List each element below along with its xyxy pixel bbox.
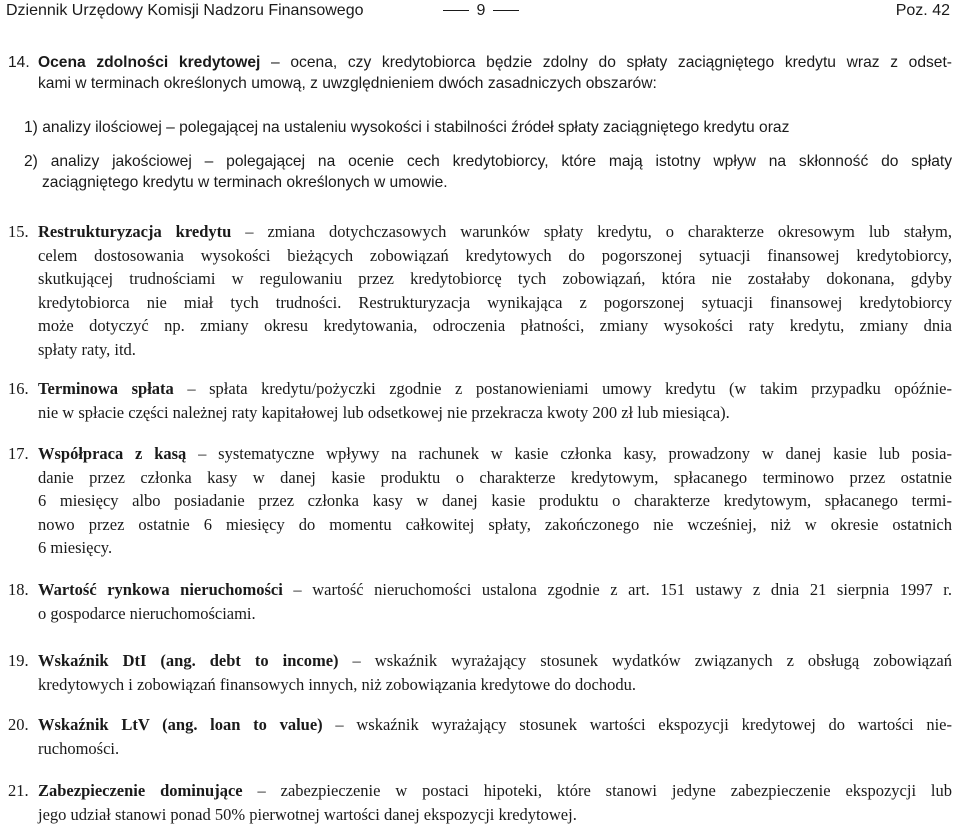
- definition-term: Wskaźnik LtV (ang. loan to value): [38, 715, 323, 734]
- definition-16-line-1: [8, 377, 952, 401]
- definition-20-line-2: ruchomości.: [38, 738, 120, 758]
- sub-2-line-1: 2) analizy jakościowej – polegającej na ocenie cech kredytobiorcy, które mają istotny wpływ na skłonność do spłaty: [24, 153, 952, 170]
- definition-16-line-2: nie w spłacie części należnej raty kapitałowej lub odsetkowej nie przekracza kwoty 200 zł lub miesiąca).: [38, 402, 730, 422]
- definition-number: 17.: [8, 444, 29, 463]
- sub-2-line-2: zaciągniętego kredytu w terminach określonych w umowie.: [42, 174, 448, 191]
- page-number: [426, 0, 536, 22]
- definition-18: [8, 578, 952, 625]
- definition-14-sub-2: [24, 151, 952, 193]
- definition-21-line-1: [8, 779, 952, 803]
- definition-19: [8, 649, 952, 696]
- definition-text: – spłata kredytu/pożyczki zgodnie z postanowieniami umowy kredytu (w takim przypadku opóźnie-: [187, 379, 953, 398]
- running-header: [6, 0, 956, 26]
- definition-21-line-2: jego udział stanowi ponad 50% pierwotnej wartości danej ekspozycji kredytowej.: [38, 804, 577, 824]
- definition-text: – zmiana dotychczasowych warunków spłaty kredytu, o charakterze okresowym lub stałym,: [245, 222, 952, 241]
- definition-text: – zabezpieczenie w postaci hipoteki, które stanowi jedyne zabezpieczenie ekspozycji lub: [257, 781, 953, 800]
- definition-15-line-2: celem dostosowania wysokości bieżących zobowiązań kredytowych do pogorszonej sytuacji finansowej kredytobiorcy,: [38, 245, 952, 265]
- definition-number: 19.: [8, 651, 29, 670]
- definition-21: [8, 779, 952, 826]
- definition-19-line-2: kredytowych i zobowiązań finansowych innych, niż zobowiązania kredytowe do dochodu.: [38, 674, 636, 694]
- definition-17-line-5: 6 miesięcy.: [38, 538, 113, 557]
- definition-20: [8, 713, 952, 760]
- dash-right: [493, 10, 519, 11]
- definition-17-line-2: danie przez członka kasy w danej kasie produktu o charakterze kredytowym, spłacanego terminowo przez ostatnie: [38, 467, 952, 487]
- definition-number: 20.: [8, 715, 29, 734]
- page-number-value: 9: [476, 2, 486, 19]
- journal-title: Dziennik Urzędowy Komisji Nadzoru Finansowego: [6, 2, 364, 19]
- definition-17-line-3: 6 miesięcy albo posiadanie przez członka kasy w danej kasie produktu o charakterze kredytowym, spłacanego termi-: [38, 491, 952, 510]
- definition-number: 21.: [8, 781, 29, 800]
- definition-14-line-2: kami w terminach określonych umową, z uwzględnieniem dwóch zasadniczych obszarów:: [38, 75, 657, 92]
- definition-15-line-4: kredytobiorca nie miał tych trudności. Restrukturyzacja wynikająca z pogorszonej sytuacji finansowej kredytobiorcy: [38, 292, 952, 312]
- definition-19-line-1: [8, 649, 952, 673]
- definition-14-sub-1: 1) analizy ilościowej – polegającej na ustaleniu wysokości i stabilności źródeł spłaty zaciągniętego kredytu oraz: [24, 119, 790, 136]
- definition-text: – wartość nieruchomości ustalona zgodnie z art. 151 ustawy z dnia 21 sierpnia 1997 r.: [293, 580, 953, 599]
- definition-term: Wartość rynkowa nieruchomości: [38, 580, 283, 599]
- definition-number: 14.: [8, 54, 30, 71]
- definition-17-line-4: nowo przez ostatnie 6 miesięcy do momentu całkowitej spłaty, zakończonego nie wcześniej, niż w okresie ostatnich: [38, 514, 952, 534]
- definition-text: – systematyczne wpływy na rachunek w kasie członka kasy, prowadzony w danej kasie lub posia-: [198, 444, 952, 463]
- definition-term: Restrukturyzacja kredytu: [38, 222, 232, 241]
- definition-17: [8, 442, 952, 560]
- definition-17-line-1: [8, 442, 952, 466]
- definition-term: Wskaźnik DtI (ang. debt to income): [38, 651, 339, 670]
- definition-15-line-6: spłaty raty, itd.: [38, 339, 136, 359]
- definition-15: [8, 220, 952, 361]
- definition-term: Terminowa spłata: [38, 379, 174, 398]
- definition-15-line-5: może dotyczyć np. zmiany okresu kredytowania, odroczenia płatności, zmiany wysokości raty kredytu, zmiany dnia: [38, 316, 952, 335]
- definition-number: 18.: [8, 580, 29, 599]
- definition-18-line-1: [8, 578, 952, 602]
- definition-18-line-2: o gospodarce nieruchomościami.: [38, 603, 256, 623]
- definition-text: – ocena, czy kredytobiorca będzie zdolny do spłaty zaciągniętego kredytu wraz z odset-: [271, 54, 952, 71]
- definition-15-line-3: skutkującej trudnościami w regulowaniu przez kredytobiorcę tych zobowiązań, która nie zostałaby dokonana, gdyby: [38, 269, 952, 288]
- definition-text: – wskaźnik wyrażający stosunek wartości ekspozycji kredytowej do wartości nie-: [335, 715, 952, 734]
- definition-term: Ocena zdolności kredytowej: [38, 54, 261, 71]
- definition-20-line-1: [8, 713, 952, 737]
- definition-number: 16.: [8, 379, 29, 398]
- definition-16: [8, 377, 952, 424]
- dash-left: [443, 10, 469, 11]
- definition-text: – wskaźnik wyrażający stosunek wydatków związanych z obsługą zobowiązań: [352, 651, 953, 670]
- definition-term: Współpraca z kasą: [38, 444, 187, 463]
- definition-15-line-1: [8, 220, 952, 244]
- definition-14-line-1: [8, 52, 952, 73]
- definition-number: 15.: [8, 222, 29, 241]
- definition-14: [8, 52, 952, 94]
- definition-term: Zabezpieczenie dominujące: [38, 781, 243, 800]
- position-label: Poz. 42: [895, 2, 950, 19]
